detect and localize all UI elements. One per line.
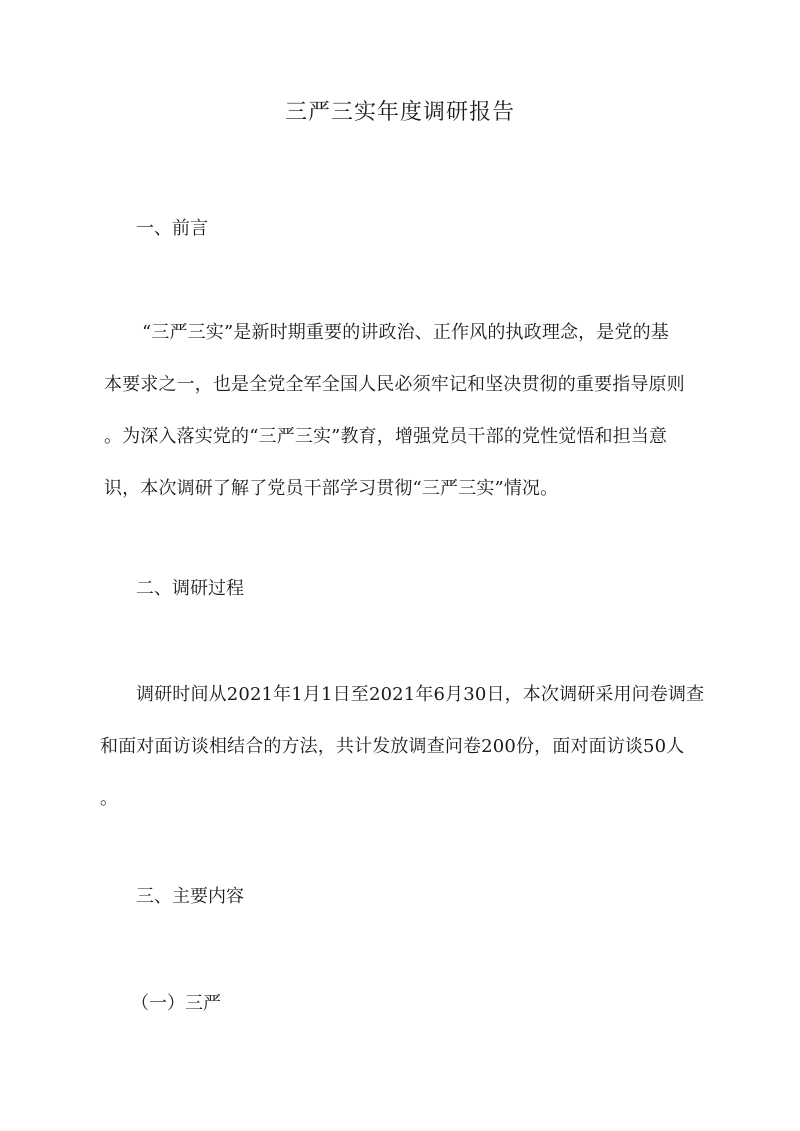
section-heading-process: 二、调研过程 <box>136 578 244 599</box>
subsection-heading-three-stricts: （一）三严 <box>131 993 221 1014</box>
paragraph-line: 本要求之一，也是全党全军全国人民必须牢记和坚决贯彻的重要指导原则 <box>104 374 685 395</box>
paragraph-line: 。为深入落实党的“三严三实”教育，增强党员干部的党性觉悟和担当意 <box>104 426 668 447</box>
section-heading-preface: 一、前言 <box>136 218 208 239</box>
paragraph-line: 调研时间从2021年1月1日至2021年6月30日，本次调研采用问卷调查 <box>136 684 705 705</box>
section-heading-main-content: 三、主要内容 <box>136 886 244 907</box>
paragraph-line: “三严三实”是新时期重要的讲政治、正作风的执政理念，是党的基 <box>142 322 669 343</box>
paragraph-line: 识，本次调研了解了党员干部学习贯彻“三严三实”情况。 <box>104 478 559 499</box>
paragraph-line: 和面对面访谈相结合的方法，共计发放调查问卷200份，面对面访谈50人 <box>100 736 685 757</box>
paragraph-line: 。 <box>100 788 119 809</box>
document-title: 三严三实年度调研报告 <box>284 100 515 125</box>
